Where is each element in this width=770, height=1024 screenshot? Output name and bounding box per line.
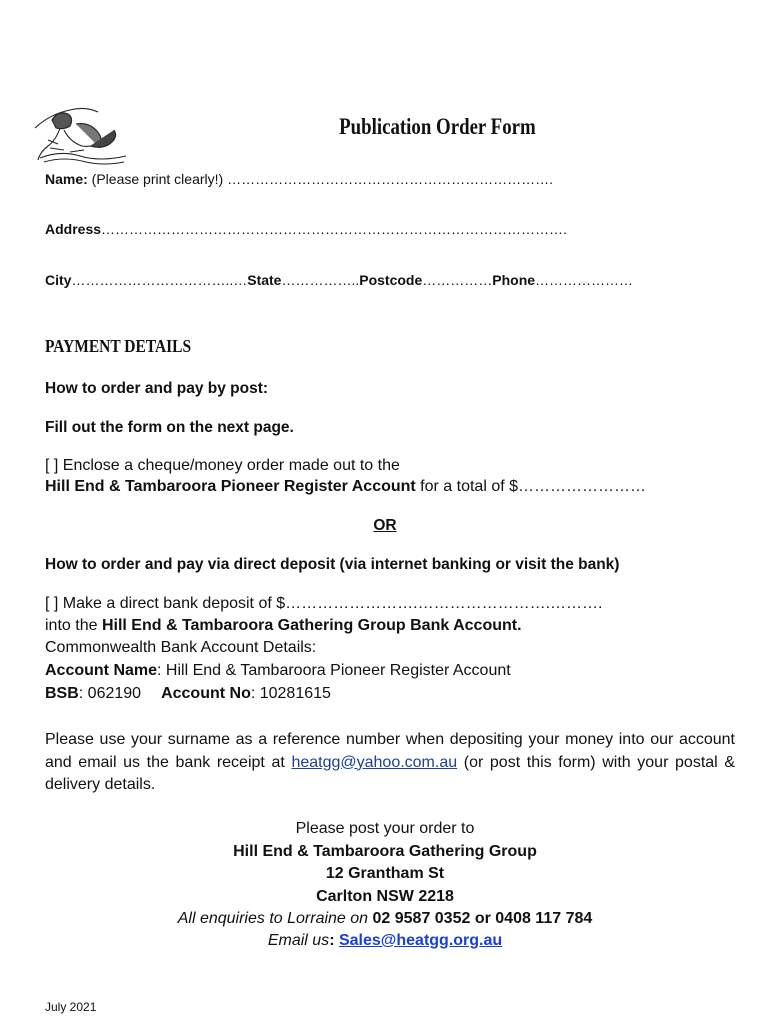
bank-details-label: Commonwealth Bank Account Details: [45, 639, 317, 656]
reference-text-start: Please use your surname as a reference number when depositing your money into our account and email us the bank receipt at [45, 731, 735, 771]
email-link-sales[interactable]: Sales@heatgg.org.au [338, 932, 503, 949]
deposit-heading: How to order and pay via direct deposit (via internet banking or visit the bank) [45, 556, 620, 573]
cheque-account-line [45, 478, 646, 496]
name-field[interactable] [45, 171, 553, 187]
account-no-value: : 10281615 [250, 685, 331, 702]
enquiries-phones: 02 9587 0352 or 0408 117 784 [372, 910, 593, 927]
account-name-value: : Hill End & Tambaroora Pioneer Register Account [157, 662, 511, 679]
email-line [0, 932, 770, 950]
cheque-total: for a total of $…………………… [415, 478, 647, 495]
bsb-label: BSB [45, 685, 79, 702]
state-dots: …………….. [281, 272, 360, 288]
cheque-option-line[interactable]: [ ] Enclose a cheque/money order made out to the [45, 457, 400, 474]
post-order-instruction: Fill out the form on the next page. [45, 419, 294, 436]
account-no-label: Account No [161, 685, 251, 702]
address-field[interactable] [45, 221, 567, 237]
postcode-label: Postcode [359, 272, 423, 288]
deposit-option-line[interactable]: [ ] Make a direct bank deposit of $…………………….…………………….………. [45, 595, 603, 612]
footer-date: July 2021 [45, 1000, 97, 1014]
address-label: Address [45, 221, 102, 237]
phone-dots: ………………… [535, 272, 634, 288]
city-label: City [45, 272, 72, 288]
reference-text-end: (or post this form) with your postal & delivery details. [45, 753, 736, 793]
or-divider: OR [373, 517, 397, 534]
postal-street: 12 Grantham St [325, 865, 445, 882]
state-label: State [247, 272, 282, 288]
email-link-heatgg[interactable]: heatgg@yahoo.com.au [291, 753, 458, 771]
city-state-postcode-phone-row[interactable] [45, 272, 633, 288]
enquiries-prefix: All enquiries to Lorraine on [177, 910, 373, 927]
name-label: Name: [45, 171, 88, 187]
enquiries-line [0, 910, 770, 928]
account-name-line [45, 662, 511, 680]
phone-label: Phone [492, 272, 536, 288]
address-dots: ………………………………………………………………………………………. [101, 221, 567, 237]
deposit-account-name: Hill End & Tambaroora Gathering Group Bank Account. [101, 617, 522, 634]
cheque-account-name: Hill End & Tambaroora Pioneer Register Account [45, 478, 416, 495]
postal-intro: Please post your order to [295, 820, 475, 837]
page-title: Publication Order Form [339, 114, 536, 139]
bsb-value: : 062190 [78, 685, 142, 702]
account-name-label: Account Name [45, 662, 158, 679]
postcode-dots: …………… [422, 272, 493, 288]
email-prefix: Email us [267, 932, 330, 949]
reference-instructions [45, 729, 735, 797]
email-colon: : [329, 932, 339, 949]
name-hint: (Please print clearly!) ……………………………………………………………. [87, 171, 553, 187]
bsb-account-line [45, 685, 331, 703]
post-order-heading: How to order and pay by post: [45, 380, 269, 397]
postal-city: Carlton NSW 2218 [316, 888, 454, 905]
postal-org: Hill End & Tambaroora Gathering Group [233, 843, 537, 860]
deposit-into-text: into the [45, 617, 102, 634]
city-dots: ……………………………..… [71, 272, 248, 288]
payment-details-heading: PAYMENT DETAILS [45, 336, 192, 356]
deposit-into-line [45, 617, 522, 635]
